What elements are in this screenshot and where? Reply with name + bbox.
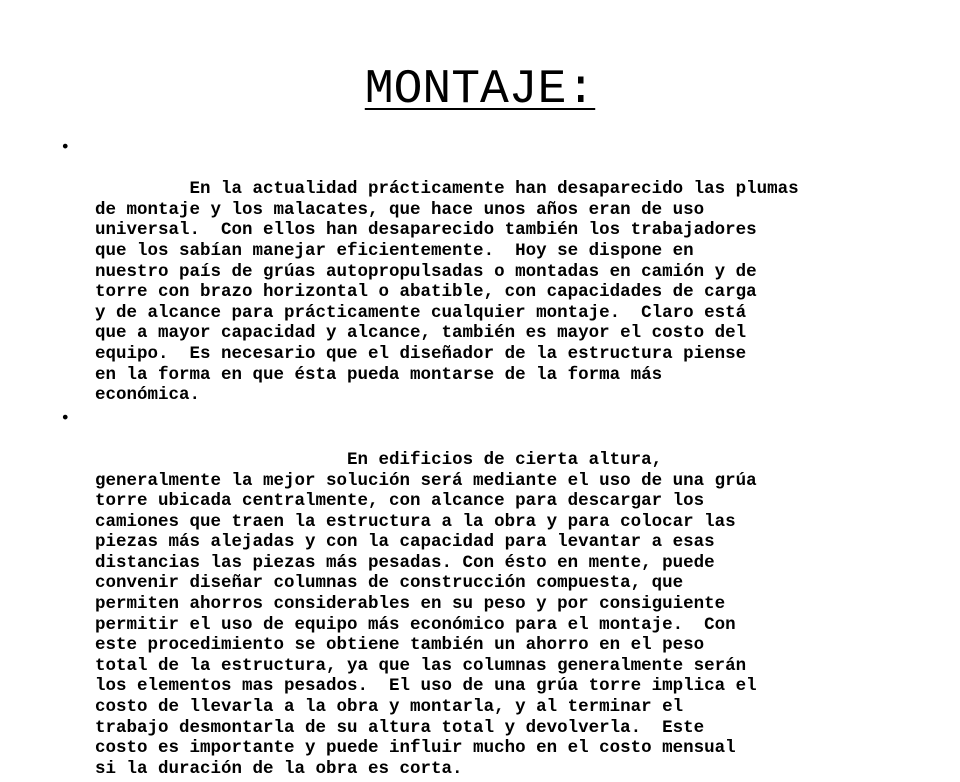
paragraph-line: nuestro país de grúas autopropulsadas o montadas en camión y de — [95, 261, 757, 282]
paragraph-line: generalmente la mejor solución será mediante el uso de una grúa — [95, 470, 757, 491]
bullet-icon: • — [60, 138, 71, 158]
paragraph-line: los elementos mas pesados. El uso de una grúa torre implica el — [95, 676, 757, 697]
paragraph-line: permiten ahorros considerables en su peso y por consiguiente — [95, 594, 726, 615]
paragraph-line: piezas más alejadas y con la capacidad para levantar a esas — [95, 532, 715, 553]
paragraph-line: y de alcance para prácticamente cualquier montaje. Claro está — [95, 302, 747, 323]
paragraph-line: camiones que traen la estructura a la obra y para colocar las — [95, 511, 736, 532]
bullet-item-2 — [60, 409, 920, 780]
paragraph-line: equipo. Es necesario que el diseñador de la estructura piense — [95, 343, 747, 364]
paragraph-line: En edificios de cierta altura, — [137, 449, 663, 470]
paragraph-line: en la forma en que ésta pueda montarse de la forma más — [95, 364, 663, 385]
paragraph-line: torre ubicada centralmente, con alcance para descargar los — [95, 491, 705, 512]
paragraph-line: universal. Con ellos han desaparecido también los trabajadores — [95, 220, 757, 241]
paragraph-line: este procedimiento se obtiene también un ahorro en el peso — [95, 635, 705, 656]
paragraph-line: distancias las piezas más pesadas. Con ésto en mente, puede — [95, 552, 715, 573]
bullet-icon: • — [60, 408, 71, 429]
paragraph-line: total de la estructura, ya que las columnas generalmente serán — [95, 655, 747, 676]
slide-title: MONTAJE: — [364, 63, 596, 117]
paragraph-line: trabajo desmontarla de su altura total y devolverla. Este — [95, 717, 705, 738]
paragraph-line: costo es importante y puede influir mucho en el costo mensual — [95, 738, 736, 759]
paragraph-line: En la actualidad prácticamente han desaparecido las plumas — [137, 179, 799, 200]
paragraph-line: que los sabían manejar eficientemente. Hoy se dispone en — [95, 240, 694, 261]
paragraph-line: convenir diseñar columnas de construcción compuesta, que — [95, 573, 684, 594]
paragraph-line: costo de llevarla a la obra y montarla, y al terminar el — [95, 697, 684, 718]
paragraph-line: torre con brazo horizontal o abatible, con capacidades de carga — [95, 282, 757, 303]
bullet-list — [60, 138, 920, 782]
bullet-item-1 — [60, 138, 920, 406]
paragraph-line: de montaje y los malacates, que hace unos años eran de uso — [95, 199, 705, 220]
paragraph-line: permitir el uso de equipo más económico para el montaje. Con — [95, 614, 736, 635]
paragraph-line: que a mayor capacidad y alcance, también es mayor el costo del — [95, 323, 747, 344]
paragraph-line: económica. — [95, 385, 201, 406]
paragraph-line: si la duración de la obra es corta. — [95, 758, 463, 779]
